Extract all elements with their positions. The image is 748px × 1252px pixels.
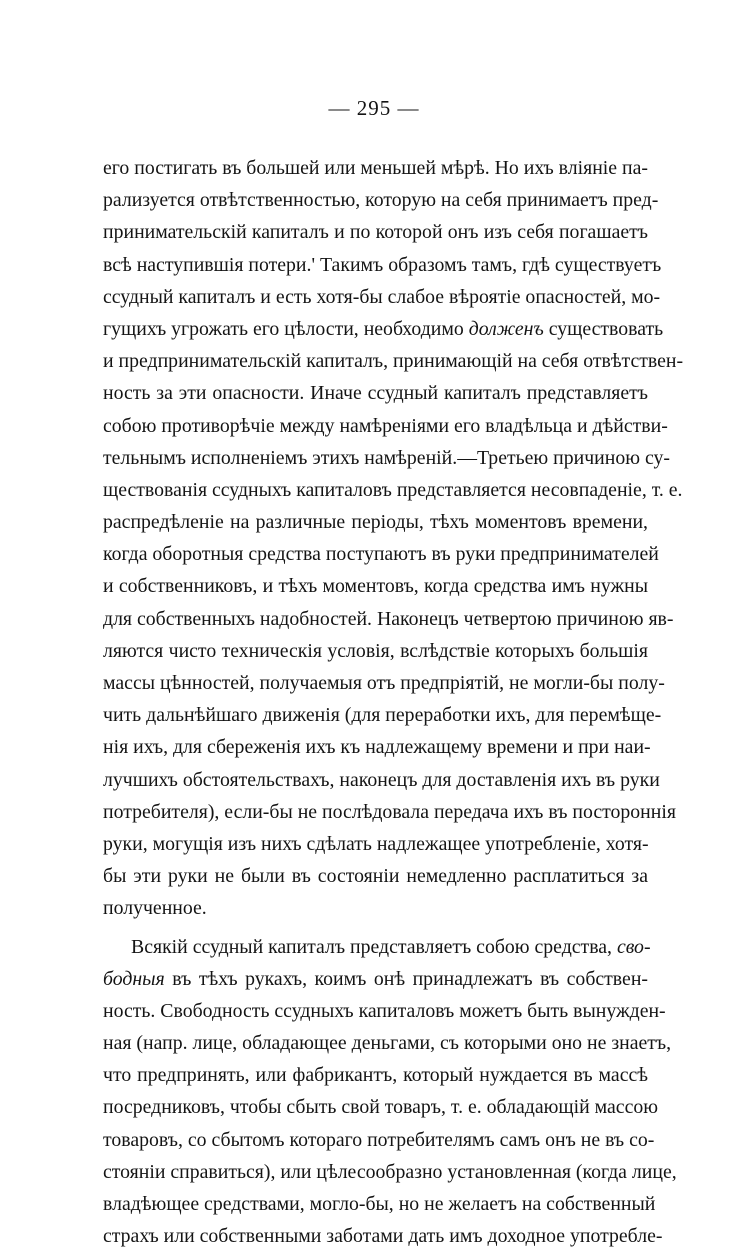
text-span: рализуется отвѣтственностью, которую на себя принимаетъ пред- <box>103 189 658 211</box>
text-line <box>103 1091 648 1123</box>
text-span: ляются чисто техническія условія, вслѣдствіе которыхъ большія <box>103 640 648 662</box>
text-span: тельнымъ исполненіемъ этихъ намѣреній.—Третьею причиною су- <box>103 447 670 469</box>
text-line <box>103 216 648 248</box>
text-span: руки, могущія изъ нихъ сдѣлать надлежащее употребленіе, хотя- <box>103 833 649 855</box>
text-span: всѣ наступившія потери.' Такимъ образомъ тамъ, гдѣ существуетъ <box>103 254 661 276</box>
text-span: ная (напр. лице, обладающее деньгами, съ которыми оно не знаетъ, <box>103 1032 671 1054</box>
text-line <box>103 410 648 442</box>
text-span: Всякій ссудный капиталъ представляетъ собою средства, <box>131 936 617 958</box>
text-span: когда оборотныя средства поступаютъ въ руки предпринимателей <box>103 543 659 565</box>
text-line <box>103 995 648 1027</box>
text-line <box>103 152 648 184</box>
text-line <box>103 442 648 474</box>
text-span: въ тѣхъ рукахъ, коимъ онѣ принадлежатъ въ собствен- <box>165 968 648 990</box>
text-line <box>103 506 648 538</box>
italic-text: сво- <box>617 936 651 958</box>
text-line <box>103 1156 648 1188</box>
text-span: существовать <box>544 318 663 340</box>
text-span: чить дальнѣйшаго движенія (для переработки ихъ, для перемѣще- <box>103 704 661 726</box>
text-span: ность. Свободность ссудныхъ капиталовъ можетъ быть вынужден- <box>103 1000 666 1022</box>
text-line <box>103 313 648 345</box>
text-line <box>103 892 648 924</box>
text-line <box>103 731 648 763</box>
text-span: распредѣленіе на различные періоды, тѣхъ моментовъ времени, <box>103 511 648 533</box>
body-text <box>103 152 648 1252</box>
text-span: гущихъ угрожать его цѣлости, необходимо <box>103 318 469 340</box>
text-line <box>103 1188 648 1220</box>
text-span: массы цѣнностей, получаемыя отъ предпріятій, не могли-бы полу- <box>103 672 665 694</box>
paragraph <box>103 152 648 925</box>
text-line <box>103 828 648 860</box>
text-line <box>103 1220 648 1252</box>
text-span: ществованія ссудныхъ капиталовъ представляется несовпаденіе, т. е. <box>103 479 682 501</box>
text-line <box>103 281 648 313</box>
text-span: и предпринимательскій капиталъ, принимающій на себя отвѣтствен- <box>103 350 683 372</box>
text-line <box>103 249 648 281</box>
text-span: бы эти руки не были въ состояніи немедленно расплатиться за <box>103 865 648 887</box>
text-span: что предпринять, или фабрикантъ, который нуждается въ массѣ <box>103 1064 648 1086</box>
text-line <box>103 860 648 892</box>
text-line <box>103 931 648 963</box>
text-span: собою противорѣчіе между намѣреніями его владѣльца и дѣйстви- <box>103 415 668 437</box>
paragraph <box>103 931 648 1252</box>
text-span: ссудный капиталъ и есть хотя-бы слабое вѣроятіе опасностей, мо- <box>103 286 660 308</box>
text-line <box>103 184 648 216</box>
text-span: полученное. <box>103 897 207 919</box>
text-line <box>103 570 648 602</box>
text-span: для собственныхъ надобностей. Наконецъ четвертою причиною яв- <box>103 608 673 630</box>
text-line <box>103 538 648 570</box>
text-span: владѣющее средствами, могло-бы, но не желаетъ на собственный <box>103 1193 655 1215</box>
text-span: потребителя), если-бы не послѣдовала передача ихъ въ постороннія <box>103 801 676 823</box>
text-span: посредниковъ, чтобы сбыть свой товаръ, т. е. обладающій массою <box>103 1096 658 1118</box>
text-span: товаровъ, со сбытомъ котораго потребителямъ самъ онъ не въ со- <box>103 1129 654 1151</box>
text-span: нія ихъ, для сбереженія ихъ къ надлежащему времени и при наи- <box>103 736 651 758</box>
italic-text: бодныя <box>103 968 165 990</box>
text-line <box>103 963 648 995</box>
text-line <box>103 1124 648 1156</box>
text-span: страхъ или собственными заботами дать имъ доходное употребле- <box>103 1225 662 1247</box>
text-line <box>103 345 648 377</box>
page-number: — 295 — <box>0 96 748 121</box>
italic-text: долженъ <box>469 318 544 340</box>
text-line <box>103 377 648 409</box>
text-span: ность за эти опасности. Иначе ссудный капиталъ представляетъ <box>103 382 648 404</box>
text-line <box>103 474 648 506</box>
text-line <box>103 1059 648 1091</box>
text-line <box>103 699 648 731</box>
text-line <box>103 603 648 635</box>
text-line <box>103 635 648 667</box>
text-span: принимательскій капиталъ и по которой онъ изъ себя погашаетъ <box>103 221 648 243</box>
text-line <box>103 667 648 699</box>
text-line <box>103 764 648 796</box>
text-span: и собственниковъ, и тѣхъ моментовъ, когда средства имъ нужны <box>103 575 648 597</box>
text-span: его постигать въ большей или меньшей мѣрѣ. Но ихъ вліяніе па- <box>103 157 648 179</box>
text-span: стояніи справиться), или цѣлесообразно установленная (когда лице, <box>103 1161 677 1183</box>
text-line <box>103 1027 648 1059</box>
text-line <box>103 796 648 828</box>
text-span: лучшихъ обстоятельствахъ, наконецъ для доставленія ихъ въ руки <box>103 769 660 791</box>
